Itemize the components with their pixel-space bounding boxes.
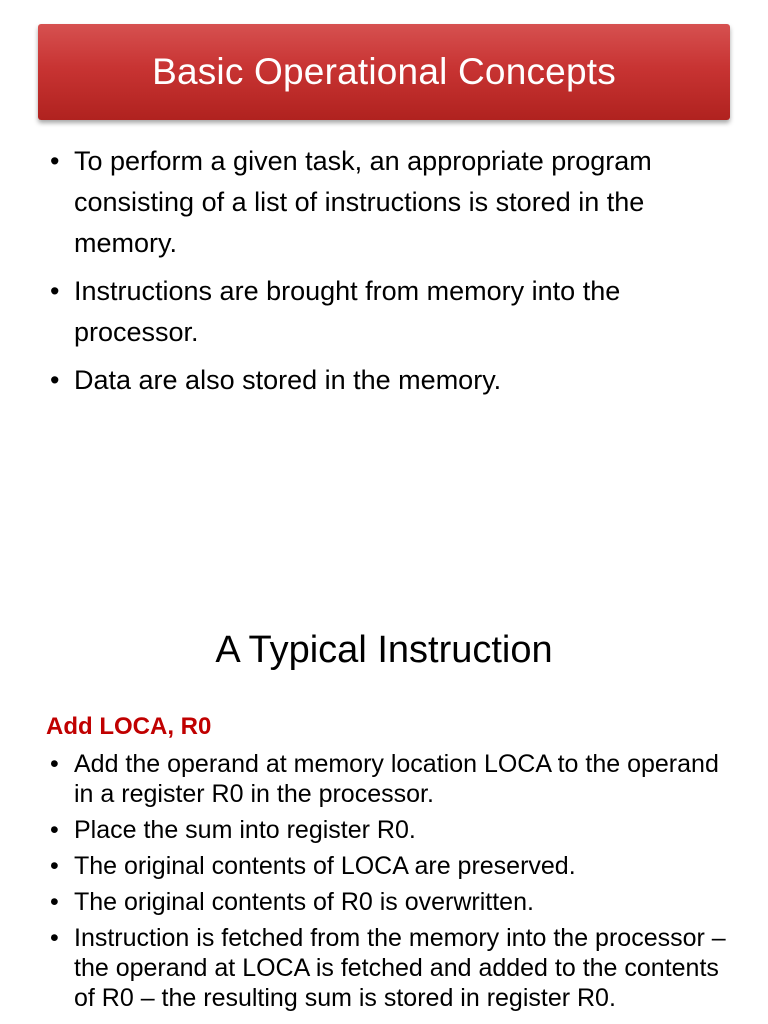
- bullet-item: • Instructions are brought from memory into the processor.: [50, 271, 730, 353]
- bullet-item: • To perform a given task, an appropriate program consisting of a list of instructions is stored in the memory.: [50, 141, 730, 264]
- slide-title: Basic Operational Concepts: [152, 51, 616, 92]
- section-title: A Typical Instruction: [215, 629, 553, 671]
- bullet-item: • The original contents of R0 is overwritten.: [50, 887, 740, 917]
- title-banner: [38, 24, 730, 120]
- bullet-item: • Data are also stored in the memory.: [50, 360, 730, 401]
- bullet-item: • The original contents of LOCA are preserved.: [50, 851, 740, 881]
- instruction-label: Add LOCA, R0: [46, 713, 212, 740]
- instruction-bullet-list: [50, 749, 740, 1019]
- bullet-item: • Place the sum into register R0.: [50, 815, 740, 845]
- bullet-item: • Instruction is fetched from the memory into the processor – the operand at LOCA is fetched and added to the contents of R0 – the resulting sum is stored in register R0.: [50, 923, 740, 1013]
- bullet-item: • Add the operand at memory location LOCA to the operand in a register R0 in the processor.: [50, 749, 740, 809]
- concepts-bullet-list: [50, 141, 730, 408]
